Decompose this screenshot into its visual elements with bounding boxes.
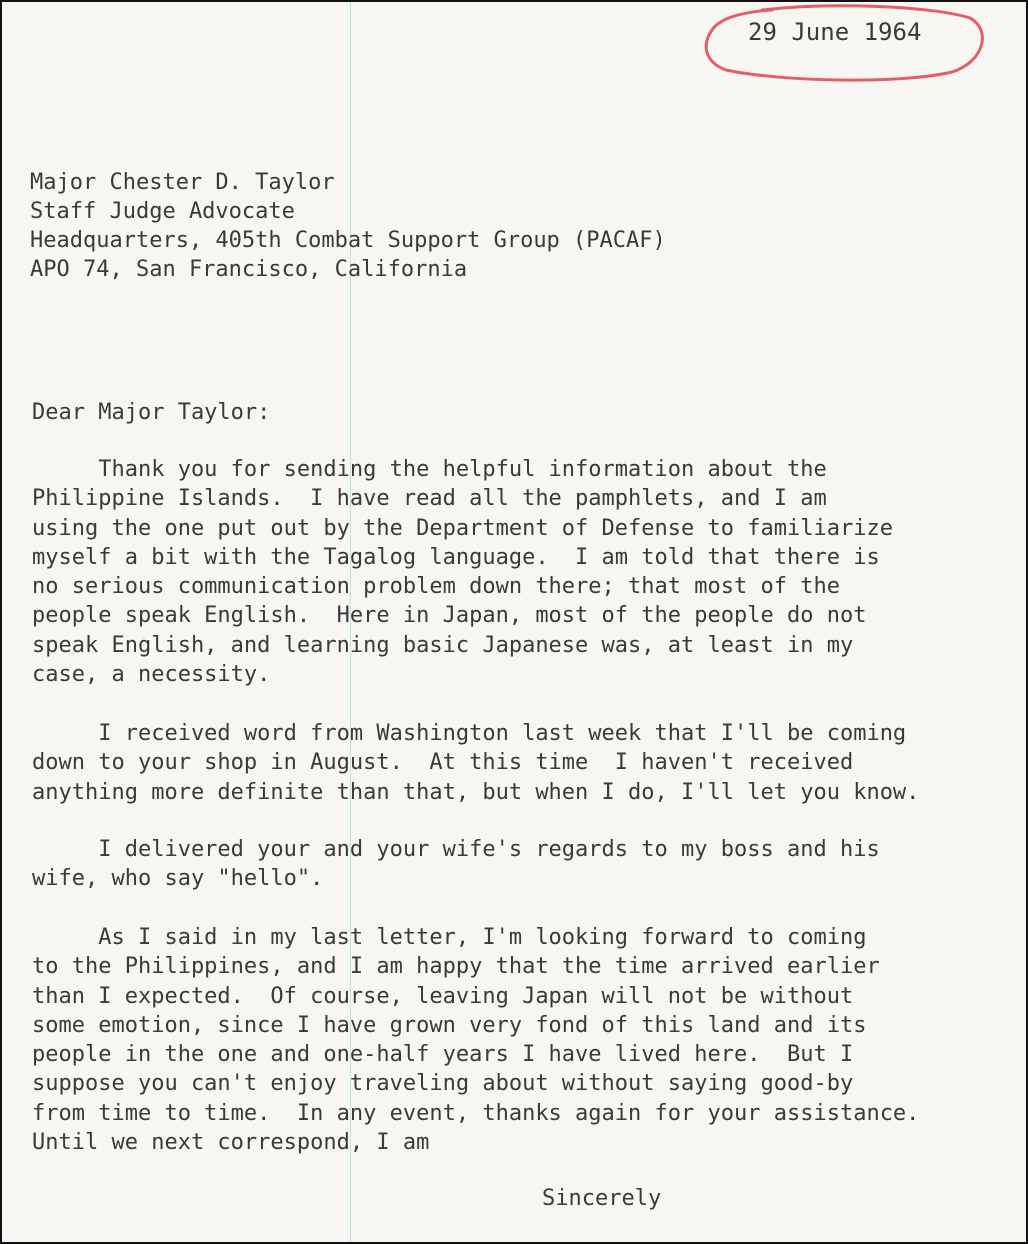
body-line: people speak English. Here in Japan, most of the people do not: [32, 603, 867, 629]
body-paragraph-3: [32, 835, 880, 894]
letter-date: 29 June 1964: [748, 18, 922, 46]
body-line: from time to time. In any event, thanks again for your assistance.: [32, 1100, 920, 1126]
body-paragraph-2: [32, 719, 919, 807]
body-line: Until we next correspond, I am: [32, 1130, 430, 1156]
body-line: some emotion, since I have grown very fond of this land and its: [32, 1012, 867, 1038]
body-line: than I expected. Of course, leaving Japan will not be without: [32, 983, 854, 1009]
recipient-address: [30, 168, 666, 284]
body-line: As I said in my last letter, I'm looking forward to coming: [32, 925, 867, 950]
address-line: APO 74, San Francisco, California: [30, 257, 468, 282]
body-line: people in the one and one-half years I have lived here. But I: [32, 1042, 854, 1068]
address-line: Staff Judge Advocate: [30, 199, 295, 224]
body-line: I received word from Washington last week that I'll be coming: [32, 721, 907, 746]
body-line: Thank you for sending the helpful information about the: [32, 457, 827, 482]
body-paragraph-1: [32, 455, 893, 689]
closing: Sincerely: [542, 1186, 662, 1211]
body-paragraph-4: [32, 923, 919, 1157]
body-line: myself a bit with the Tagalog language. I am told that there is: [32, 544, 880, 570]
body-line: suppose you can't enjoy traveling about without saying good-by: [32, 1071, 854, 1097]
body-line: down to your shop in August. At this time I haven't received: [32, 750, 854, 776]
body-line: wife, who say "hello".: [32, 866, 324, 892]
body-line: to the Philippines, and I am happy that the time arrived earlier: [32, 954, 880, 980]
body-line: case, a necessity.: [32, 662, 271, 688]
body-line: speak English, and learning basic Japanese was, at least in my: [32, 632, 854, 658]
body-line: I delivered your and your wife's regards to my boss and his: [32, 837, 880, 862]
body-line: using the one put out by the Department of Defense to familiarize: [32, 515, 893, 541]
address-line: Headquarters, 405th Combat Support Group (PACAF): [30, 228, 666, 253]
body-line: Philippine Islands. I have read all the pamphlets, and I am: [32, 486, 827, 512]
address-line: Major Chester D. Taylor: [30, 170, 335, 195]
body-line: anything more definite than that, but when I do, I'll let you know.: [32, 779, 920, 805]
salutation: Dear Major Taylor:: [32, 400, 271, 425]
body-line: no serious communication problem down there; that most of the: [32, 574, 840, 600]
